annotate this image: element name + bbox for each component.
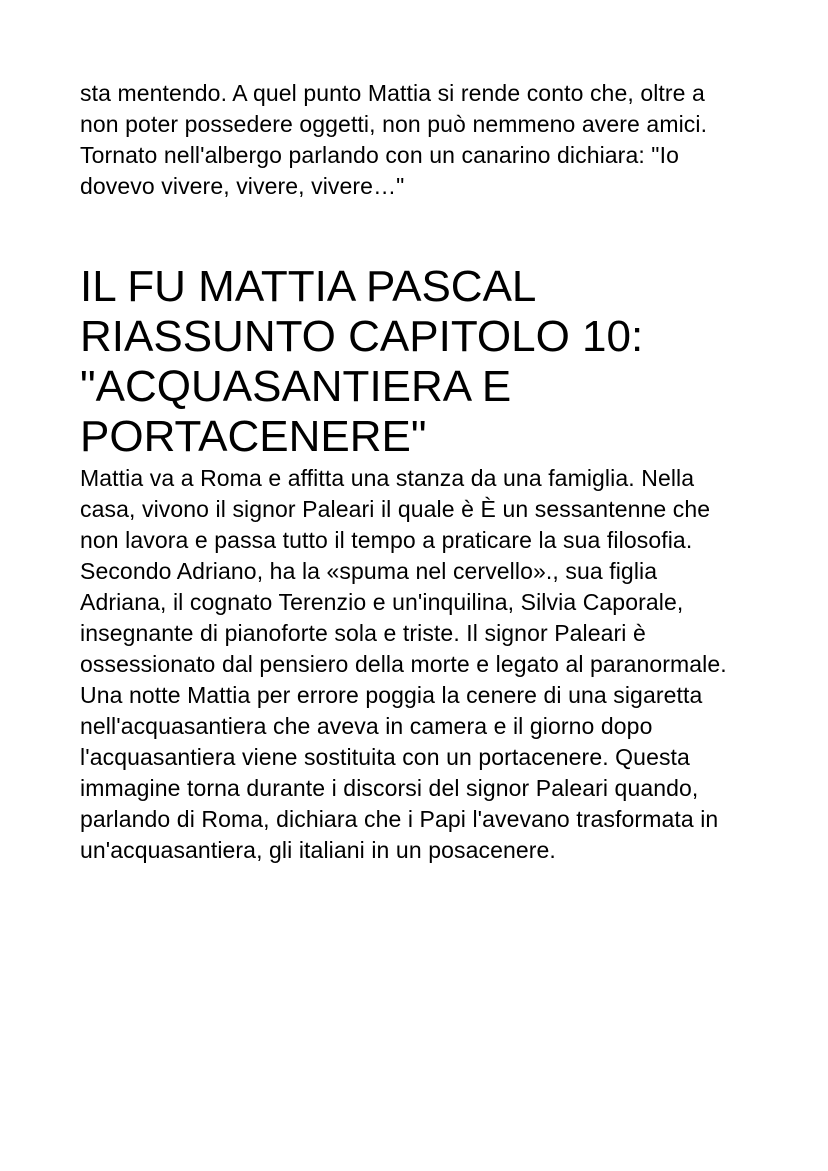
intro-paragraph: sta mentendo. A quel punto Mattia si rende conto che, oltre a non poter possedere oggetti, non può nemmeno avere amici. Tornato nell'albergo parlando con un canarino dichiara: "Io dovevo vivere, vivere, vivere…" (80, 80, 708, 199)
chapter-heading: IL FU MATTIA PASCAL RIASSUNTO CAPITOLO 10: "ACQUASANTIERA E PORTACENERE" (80, 262, 644, 461)
summary-paragraph: Mattia va a Roma e affitta una stanza da una famiglia. Nella casa, vivono il signor Paleari il quale è È un sessantenne che non lavora e passa tutto il tempo a praticare la sua filosofia. Secondo Adriano, ha la «spuma nel cervello»., sua figlia Adriana, il cognato Terenzio e un'inquilina, Silvia Caporale, insegnante di pianoforte sola e triste. Il signor Paleari è ossessionato dal pensiero della morte e legato al paranormale. Una notte Mattia per errore poggia la cenere di una sigaretta nell'acquasantiera che aveva in camera e il giorno dopo l'acquasantiera viene sostituita con un portacenere. Questa immagine torna durante i discorsi del signor Paleari quando, parlando di Roma, dichiara che i Papi l'avevano trasformata in un'acquasantiera, gli italiani in un posacenere. (80, 465, 727, 863)
